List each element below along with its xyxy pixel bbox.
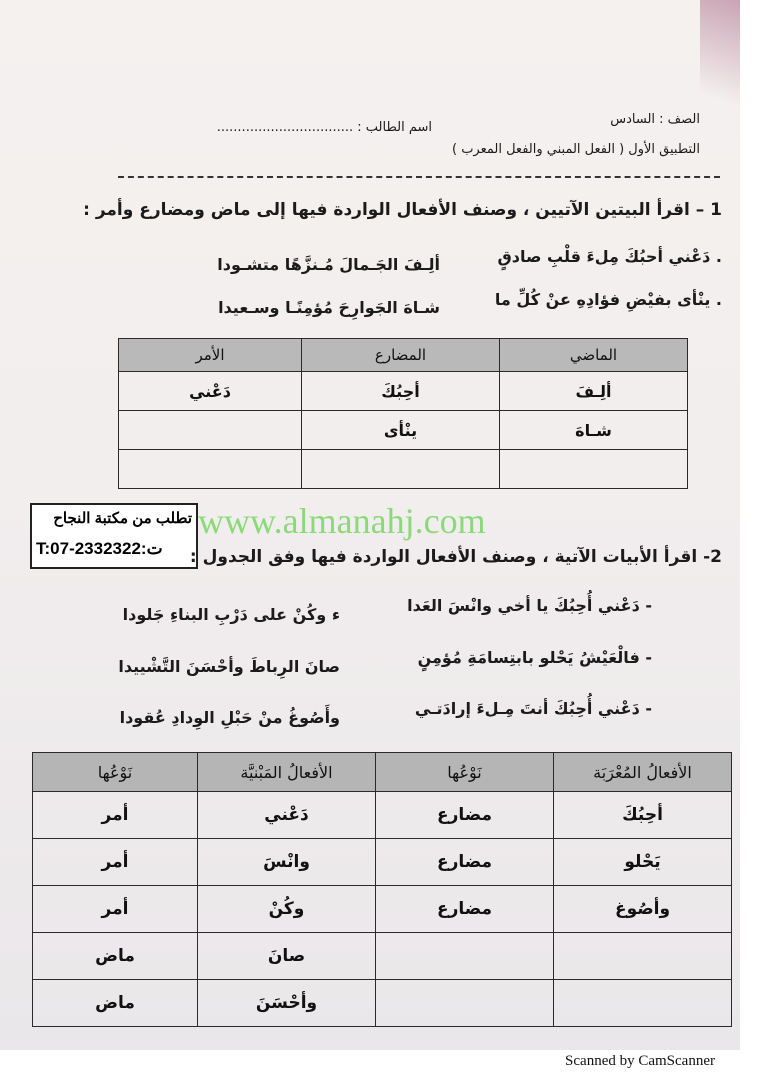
- table-row: [33, 980, 732, 1027]
- scanner-footer: Scanned by CamScanner: [565, 1053, 715, 1069]
- table-cell: [302, 450, 500, 489]
- header-indeclinable-verbs: الأفعالُ المَبْنيَّة: [198, 753, 376, 792]
- q2-verse1-first-half: - دَعْني أُحِبُكَ يا أخي وانْسَ العَدا: [407, 596, 652, 615]
- table-cell: أمر: [33, 792, 198, 839]
- table-row: [119, 450, 688, 489]
- q2-verse3-first-half: - دَعْني أُحِبُكَ أنتَ مِـلءَ إرادَتـي: [414, 699, 652, 718]
- q1-table: [118, 338, 688, 489]
- q2-verse1-second-half: ء وكُنْ على دَرْبِ البناءِ جَلودا: [122, 605, 340, 624]
- table-cell: أحِبُكَ: [302, 372, 500, 411]
- table-cell: ماض: [33, 933, 198, 980]
- table-cell: [500, 450, 688, 489]
- table-cell: أمر: [33, 839, 198, 886]
- table-cell: [119, 450, 302, 489]
- table-row: [33, 839, 732, 886]
- table-cell: أحِبُكَ: [554, 792, 732, 839]
- header-past: الماضي: [500, 339, 688, 372]
- stamp-line1: تطلب من مكتبة النجاح: [53, 510, 192, 527]
- topic-title: التطبيق الأول ( الفعل المبني والفعل المعرب ): [451, 142, 700, 157]
- q2-question: 2- اقرأ الأبيات الآتية ، وصنف الأفعال الواردة فيها وفق الجدول :: [189, 547, 722, 567]
- q1-verse1-first-half: . دَعْني أحبُكَ مِلءَ قلْبِ صادقٍ: [497, 247, 722, 266]
- table-cell: وكُنْ: [198, 886, 376, 933]
- q1-verse2-second-half: شـاهَ الجَوارِحَ مُؤمِنًـا وسـعيدا: [218, 298, 440, 317]
- table-cell: ماض: [33, 980, 198, 1027]
- header-type: نَوْعُها: [376, 753, 554, 792]
- header-type: نَوْعُها: [33, 753, 198, 792]
- q2-verse3-second-half: وأَصُوغُ منْ حَبْلِ الوِدادِ عُقودا: [119, 708, 340, 727]
- header-divider: [118, 176, 720, 178]
- table-row: [33, 886, 732, 933]
- table-cell: مضارع: [376, 839, 554, 886]
- table-cell: [119, 411, 302, 450]
- q1-verse1-second-half: ألِـفَ الجَـمالَ مُـنزَّهًا متشـودا: [217, 255, 440, 274]
- table-cell: أمر: [33, 886, 198, 933]
- q1-table-header: [119, 339, 688, 372]
- table-cell: وأحْسَنَ: [198, 980, 376, 1027]
- header-imperative: الأمر: [119, 339, 302, 372]
- bookstore-stamp: [30, 503, 198, 569]
- q2-verse2-first-half: - فالْعَيْشُ يَحْلو بابتِسامَةِ مُؤمِنٍ: [417, 648, 652, 667]
- header-present: المضارع: [302, 339, 500, 372]
- table-cell: مضارع: [376, 792, 554, 839]
- student-name-field: اسم الطالب : .................................: [216, 120, 432, 135]
- table-row: [119, 411, 688, 450]
- table-cell: [554, 980, 732, 1027]
- table-cell: وانْسَ: [198, 839, 376, 886]
- grade-label: الصف : السادس: [610, 112, 700, 127]
- q2-table: [32, 752, 732, 1027]
- table-cell: دَعْني: [198, 792, 376, 839]
- table-cell: [554, 933, 732, 980]
- header-declinable-verbs: الأفعالُ المُعْرَبَة: [554, 753, 732, 792]
- website-watermark: www.almanahj.com: [198, 501, 486, 541]
- table-row: [119, 372, 688, 411]
- table-cell: وأصُوغ: [554, 886, 732, 933]
- q1-question: 1 – اقرأ البيتين الآتيين ، وصنف الأفعال الواردة فيها إلى ماض ومضارع وأمر :: [83, 200, 722, 220]
- table-cell: صانَ: [198, 933, 376, 980]
- table-cell: ينْأى: [302, 411, 500, 450]
- table-cell: دَعْني: [119, 372, 302, 411]
- table-cell: [376, 980, 554, 1027]
- q2-table-header: [33, 753, 732, 792]
- table-row: [33, 792, 732, 839]
- table-cell: شـاهَ: [500, 411, 688, 450]
- q1-verse2-first-half: . ينْأى بفيْضِ فؤادِهِ عنْ كُلِّ ما: [494, 290, 722, 309]
- stamp-phone: T:07-2332322:ت: [36, 539, 163, 558]
- q2-verse2-second-half: صانَ الرِباطَ وأحْسَنَ التَّشْييدا: [118, 657, 340, 676]
- table-cell: [376, 933, 554, 980]
- table-cell: ألِـفَ: [500, 372, 688, 411]
- table-cell: مضارع: [376, 886, 554, 933]
- table-cell: يَحْلو: [554, 839, 732, 886]
- table-row: [33, 933, 732, 980]
